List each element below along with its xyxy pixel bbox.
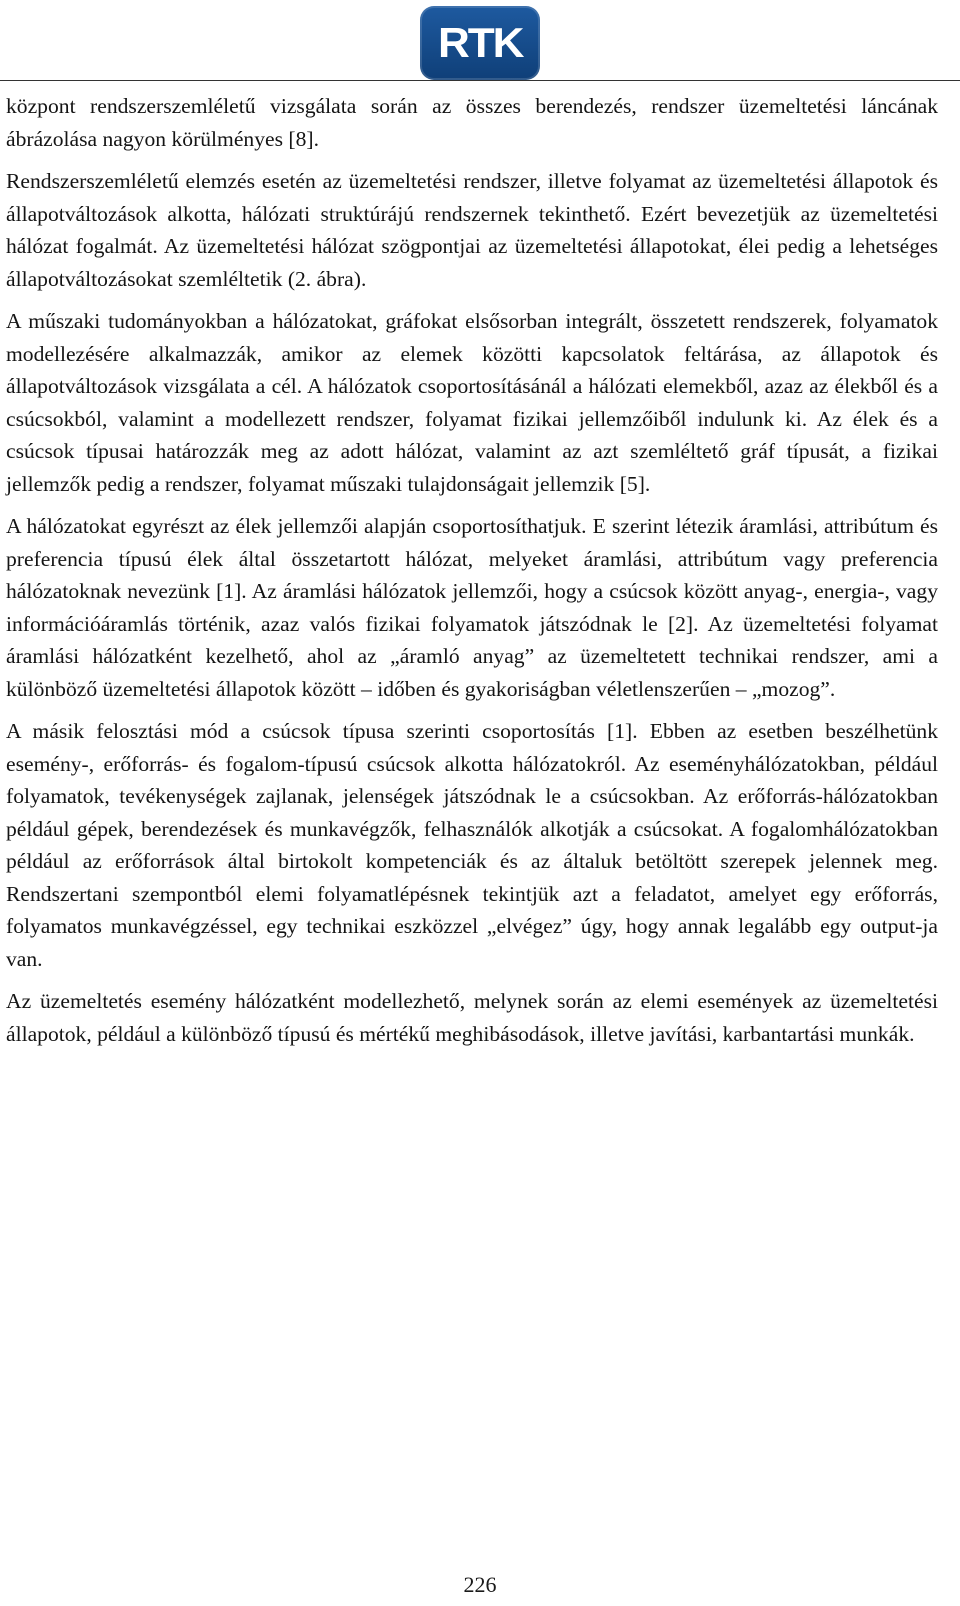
- header-divider: [0, 80, 960, 81]
- paragraph-3: A műszaki tudományokban a hálózatokat, gráfokat elsősorban integrált, összetett rendszerek, folyamatok modellezésére alkalmazzák, amikor az elemek közötti kapcsolatok feltárása, az állapotok és állapotváltozások vizsgálata a cél. A hálózatok csoportosításánál a hálózati elemekből, azaz az élekből és a csúcsokból, valamint a modellezett rendszer, folyamat fizikai jellemzőiből indulunk ki. Az élek és a csúcsok típusai határozzák meg az adott hálózat, valamint az azt szemléltető gráf típusát, a fizikai jellemzők pedig a rendszer, folyamat műszaki tulajdonságait jellemzik [5].: [6, 309, 938, 496]
- page-number: 226: [463, 1572, 497, 1597]
- paragraph-6: Az üzemeltetés esemény hálózatként modellezhető, melynek során az elemi események az üzemeltetési állapotok, például a különböző típusú és mértékű meghibásodások, illetve javítási, karbantartási munkák.: [6, 989, 938, 1046]
- page-header: [0, 0, 960, 80]
- logo-text: RTK: [437, 19, 523, 66]
- paragraph-1: központ rendszerszemléletű vizsgálata során az összes berendezés, rendszer üzemeltetési láncának ábrázolása nagyon körülményes [8].: [6, 94, 938, 151]
- paragraph-2: Rendszerszemléletű elemzés esetén az üzemeltetési rendszer, illetve folyamat az üzemeltetési állapotok és állapotváltozások alkotta, hálózati struktúrájú rendszernek tekinthető. Ezért bevezetjük az üzemeltetési hálózat fogalmát. Az üzemeltetési hálózat szögpontjai az üzemeltetési állapotokat, élei pedig a lehetséges állapotváltozásokat szemléltetik (2. ábra).: [6, 169, 938, 291]
- paragraph-4: A hálózatokat egyrészt az élek jellemzői alapján csoportosíthatjuk. E szerint létezik áramlási, attribútum és preferencia típusú élek által összetartott hálózat, melyeket áramlási, attribútum vagy preferencia hálózatoknak nevezünk [1]. Az áramlási hálózatok jellemzői, hogy a csúcsok között anyag-, energia-, vagy információáramlás történik, azaz valós fizikai folyamatok játszódnak le [2]. Az üzemeltetési folyamat áramlási hálózatként kezelhető, ahol az „áramló anyag” az üzemeltetett technikai rendszer, ami a különböző üzemeltetési állapotok között – időben és gyakoriságban véletlenszerűen – „mozog”.: [6, 514, 938, 701]
- rtk-logo: [420, 6, 540, 80]
- paragraph-5: A másik felosztási mód a csúcsok típusa szerinti csoportosítás [1]. Ebben az esetben beszélhetünk esemény-, erőforrás- és fogalom-típusú csúcsok alkotta hálózatokról. Az eseményhálózatokban, például folyamatok, tevékenységek zajlanak, jelenségek játszódnak le a csúcsokban. Az erőforrás-hálózatokban például gépek, berendezések és munkavégzők, felhasználók alkotják a csúcsokat. A fogalomhálózatokban például az erőforrások által birtokolt kompetenciák és az általuk betöltött szerepek jelennek meg. Rendszertani szempontból elemi folyamatlépésnek tekintjük azt a feladatot, amelyet egy erőforrás, folyamatos munkavégzéssel, egy technikai eszközzel „elvégez” úgy, hogy annak legalább egy output-ja van.: [6, 719, 938, 971]
- document-body: [6, 90, 938, 1060]
